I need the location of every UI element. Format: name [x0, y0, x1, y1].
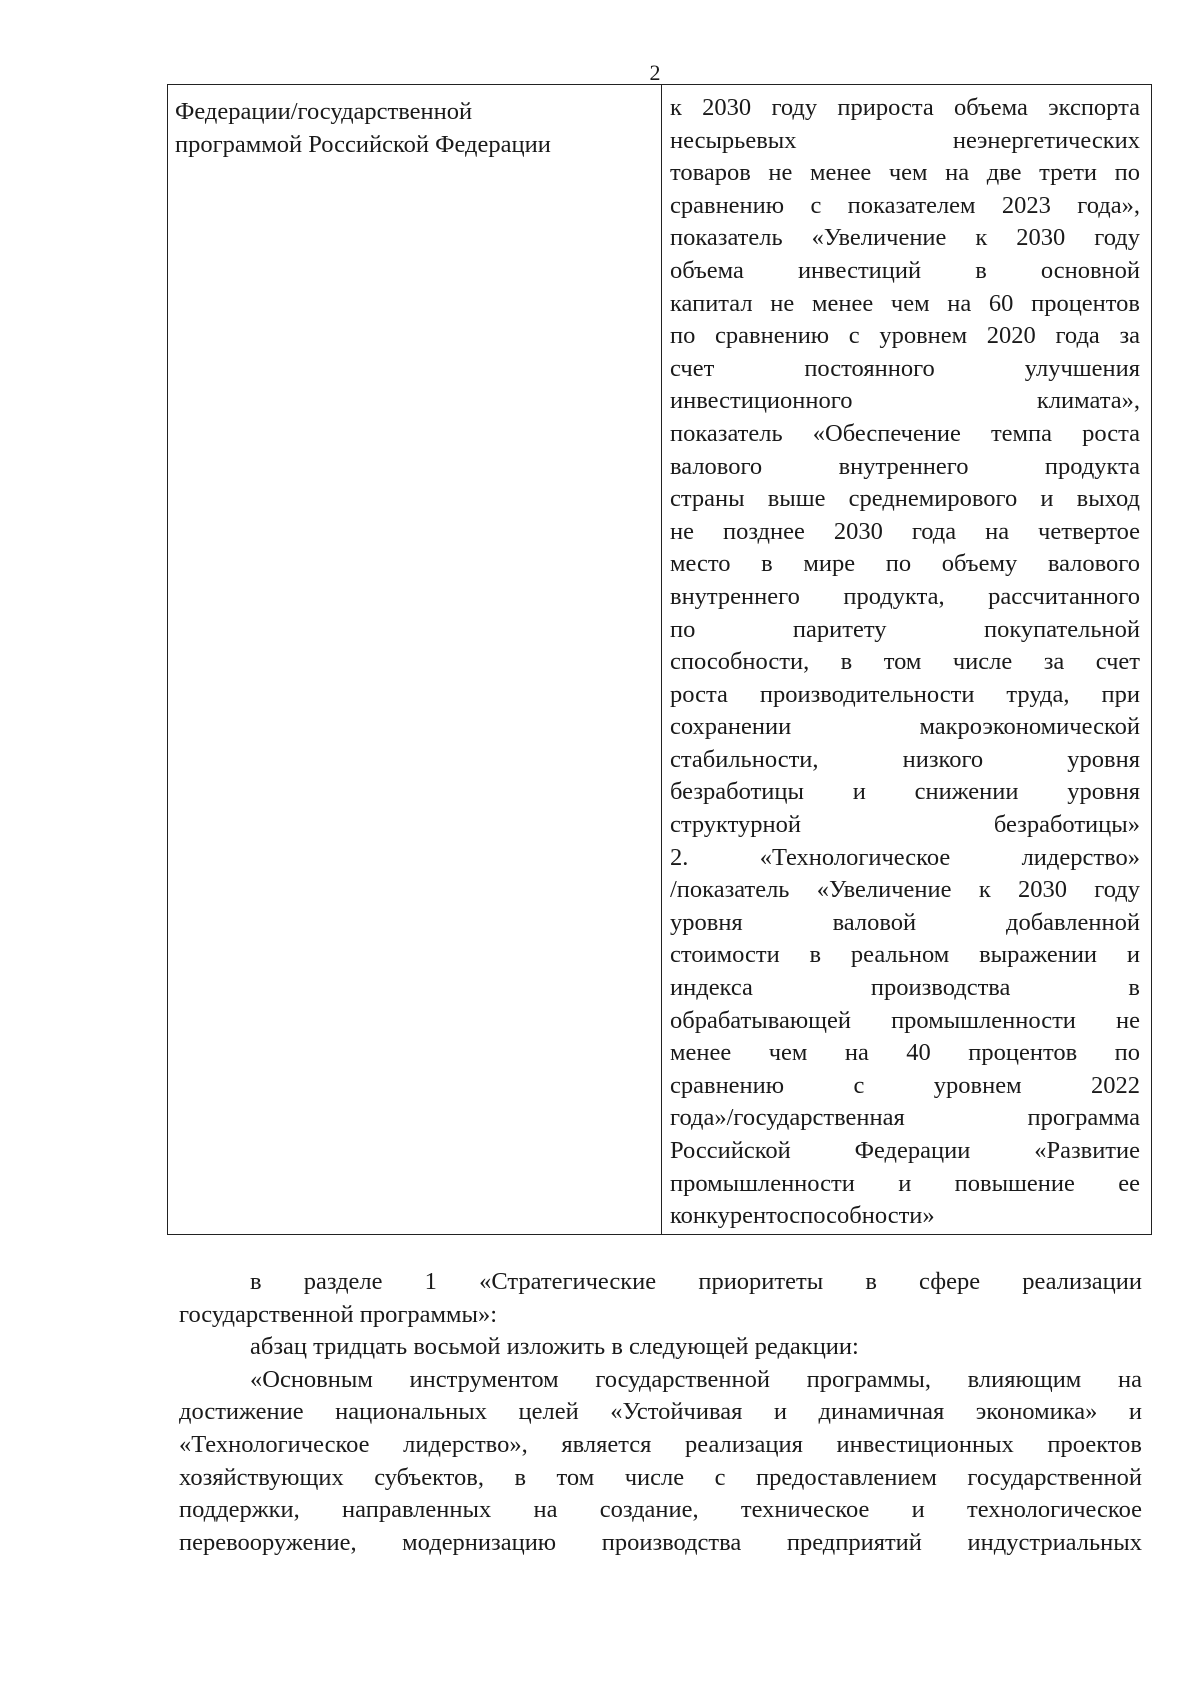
right-cell-line: объема инвестиций в основной — [670, 256, 1140, 284]
table-right-cell — [670, 92, 1140, 1233]
right-cell-line: капитал не менее чем на 60 процентов — [670, 289, 1140, 317]
right-cell-line: /показатель «Увеличение к 2030 году — [670, 876, 1140, 904]
paragraph-line: достижение национальных целей «Устойчивая и динамичная экономика» и — [179, 1398, 1142, 1426]
table-left-cell — [175, 96, 655, 161]
right-cell-line: года»/государственная программа — [670, 1104, 1140, 1132]
document-table — [167, 84, 1152, 1235]
right-cell-line: сравнению с уровнем 2022 — [670, 1071, 1140, 1099]
left-cell-line: программой Российской Федерации — [175, 130, 551, 158]
right-cell-line: не позднее 2030 года на четвертое — [670, 517, 1140, 545]
right-cell-line: по паритету покупательной — [670, 615, 1140, 643]
right-cell-line: товаров не менее чем на две трети по — [670, 159, 1140, 187]
right-cell-line: несырьевых неэнергетических — [670, 126, 1140, 154]
right-cell-line: индекса производства в — [670, 974, 1140, 1002]
right-cell-line: показатель «Обеспечение темпа роста — [670, 419, 1140, 447]
paragraph-line: в разделе 1 «Стратегические приоритеты в сфере реализации — [250, 1268, 1142, 1295]
right-cell-line: уровня валовой добавленной — [670, 908, 1140, 936]
right-cell-line: роста производительности труда, при — [670, 680, 1140, 708]
paragraph-line: перевооружение, модернизацию производства предприятий индустриальных — [179, 1528, 1142, 1556]
paragraph-line: государственной программы»: — [179, 1300, 498, 1328]
right-cell-line: обрабатывающей промышленности не — [670, 1006, 1140, 1034]
right-cell-line: по сравнению с уровнем 2020 года за — [670, 322, 1140, 350]
right-cell-line: страны выше среднемирового и выход — [670, 485, 1140, 513]
right-cell-line: сравнению с показателем 2023 года», — [670, 191, 1140, 219]
paragraph-line: абзац тридцать восьмой изложить в следующей редакции: — [250, 1333, 859, 1361]
right-cell-line: менее чем на 40 процентов по — [670, 1039, 1140, 1067]
right-cell-line: промышленности и повышение ее — [670, 1169, 1140, 1197]
right-cell-line: счет постоянного улучшения — [670, 354, 1140, 382]
paragraph-line: хозяйствующих субъектов, в том числе с предоставлением государственной — [179, 1463, 1142, 1491]
body-text — [179, 1266, 1142, 1559]
right-cell-line: 2. «Технологическое лидерство» — [670, 843, 1140, 871]
right-cell-line: Российской Федерации «Развитие — [670, 1137, 1140, 1164]
right-cell-line: способности, в том числе за счет — [670, 648, 1140, 676]
right-cell-line: конкурентоспособности» — [670, 1202, 935, 1230]
right-cell-line: безработицы и снижении уровня — [670, 778, 1140, 806]
column-divider — [661, 85, 662, 1234]
right-cell-line: сохранении макроэкономической — [670, 713, 1140, 741]
right-cell-line: внутреннего продукта, рассчитанного — [670, 582, 1140, 610]
right-cell-line: место в мире по объему валового — [670, 550, 1140, 578]
right-cell-line: к 2030 году прироста объема экспорта — [670, 94, 1140, 121]
page-number: 2 — [649, 60, 661, 85]
right-cell-line: структурной безработицы» — [670, 811, 1140, 839]
paragraph-line: «Основным инструментом государственной программы, влияющим на — [250, 1365, 1142, 1393]
right-cell-line: стабильности, низкого уровня — [670, 745, 1140, 773]
right-cell-line: показатель «Увеличение к 2030 году — [670, 224, 1140, 252]
paragraph-line: поддержки, направленных на создание, техническое и технологическое — [179, 1496, 1142, 1524]
paragraph-line: «Технологическое лидерство», является реализация инвестиционных проектов — [179, 1430, 1142, 1458]
left-cell-line: Федерации/государственной — [175, 98, 473, 125]
right-cell-line: валового внутреннего продукта — [670, 452, 1140, 480]
right-cell-line: стоимости в реальном выражении и — [670, 941, 1140, 969]
right-cell-line: инвестиционного климата», — [670, 387, 1140, 415]
